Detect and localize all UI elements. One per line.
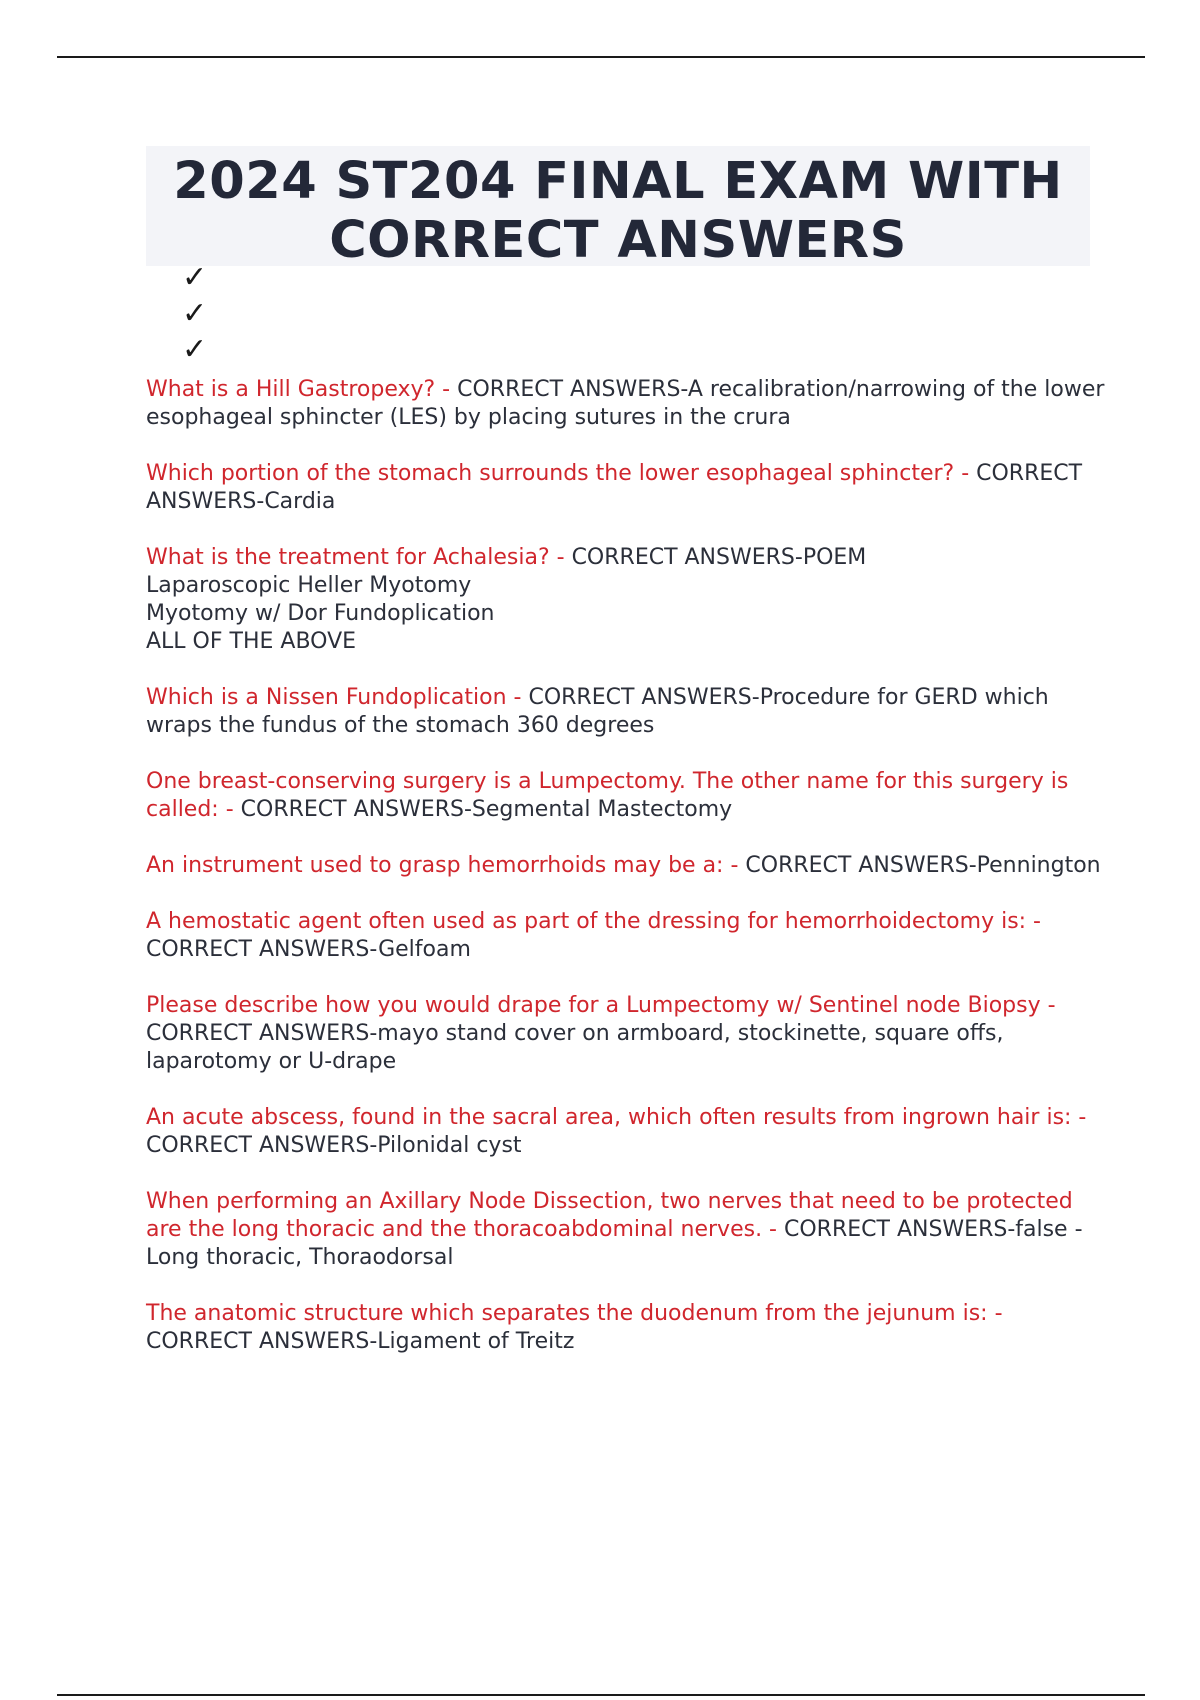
page-title	[146, 152, 1090, 270]
bottom-rule	[57, 1694, 1145, 1696]
answer-text: CORRECT ANSWERS-Ligament of Treitz	[146, 1329, 575, 1354]
qa-item	[146, 544, 1106, 656]
qa-item	[146, 992, 1106, 1076]
qa-item	[146, 376, 1106, 432]
answer-text: CORRECT ANSWERS-Segmental Mastectomy	[240, 797, 733, 822]
question-text: One breast-conserving surgery is a Lumpectomy. The other name for this surgery is called: -	[146, 769, 1069, 822]
answer-text: CORRECT ANSWERS-A recalibration/narrowing of the lower esophageal sphincter (LES) by placing sutures in the crura	[146, 377, 1105, 430]
checkmark-icon: ✓	[182, 260, 208, 295]
answer-line: Myotomy w/ Dor Fundoplication	[146, 601, 495, 626]
answer-text: CORRECT ANSWERS-Pilonidal cyst	[146, 1133, 522, 1158]
answer-text: CORRECT ANSWERS-Pennington	[745, 853, 1101, 878]
answer-line: Laparoscopic Heller Myotomy	[146, 573, 472, 598]
title-banner	[146, 146, 1090, 270]
qa-list	[146, 376, 1106, 1384]
question-text: What is the treatment for Achalesia? -	[146, 545, 572, 570]
qa-item	[146, 684, 1106, 740]
answer-text: CORRECT ANSWERS-false -Long thoracic, Thoraodorsal	[146, 1217, 1083, 1270]
qa-item	[146, 908, 1106, 964]
question-text: Which portion of the stomach surrounds the lower esophageal sphincter? -	[146, 461, 977, 486]
checkmark-list	[182, 260, 207, 368]
answer-text: CORRECT ANSWERS-Gelfoam	[146, 937, 471, 962]
qa-item	[146, 768, 1106, 824]
question-text: An instrument used to grasp hemorrhoids may be a: -	[146, 853, 746, 878]
question-text: Please describe how you would drape for a Lumpectomy w/ Sentinel node Biopsy -	[146, 993, 1056, 1018]
page-title-line-1: 2024 ST204 FINAL EXAM WITH	[173, 152, 1063, 211]
qa-item	[146, 1104, 1106, 1160]
answer-text: CORRECT ANSWERS-mayo stand cover on armboard, stockinette, square offs, laparotomy or U-drape	[146, 1021, 1004, 1074]
question-text: The anatomic structure which separates the duodenum from the jejunum is: -	[146, 1301, 1003, 1326]
answer-text: CORRECT ANSWERS-Cardia	[146, 461, 1083, 514]
question-text: When performing an Axillary Node Dissection, two nerves that need to be protected are the long thoracic and the thoracoabdominal nerves. -	[146, 1189, 1073, 1242]
question-text: An acute abscess, found in the sacral area, which often results from ingrown hair is: -	[146, 1105, 1087, 1130]
checkmark-icon: ✓	[182, 296, 208, 331]
page-title-line-2: CORRECT ANSWERS	[329, 211, 907, 270]
answer-line: ALL OF THE ABOVE	[146, 629, 357, 654]
question-text: A hemostatic agent often used as part of the dressing for hemorrhoidectomy is: -	[146, 909, 1041, 934]
answer-text: CORRECT ANSWERS-Procedure for GERD which wraps the fundus of the stomach 360 degrees	[146, 685, 1049, 738]
question-text: Which is a Nissen Fundoplication -	[146, 685, 529, 710]
top-rule	[57, 56, 1145, 58]
qa-item	[146, 852, 1106, 880]
checkmark-icon: ✓	[182, 332, 208, 367]
answer-text: CORRECT ANSWERS-POEM	[571, 545, 867, 570]
question-text: What is a Hill Gastropexy? -	[146, 377, 458, 402]
qa-item	[146, 460, 1106, 516]
qa-item	[146, 1188, 1106, 1272]
qa-item	[146, 1300, 1106, 1356]
